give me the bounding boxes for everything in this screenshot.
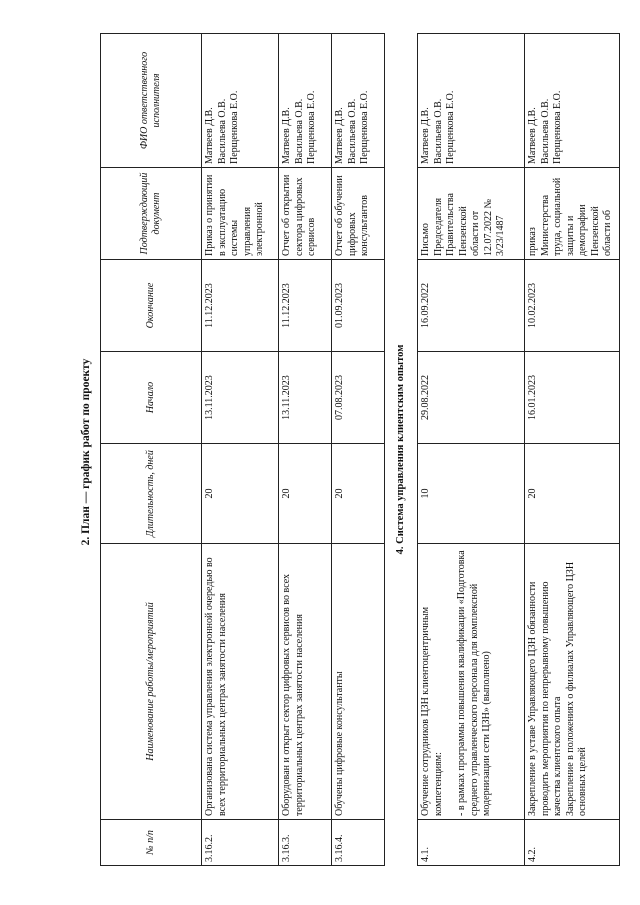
cell-document: Отчет об открытии сектора цифровых сервисов	[279, 168, 332, 260]
responsible-person: Васильева О.В.	[346, 98, 358, 164]
responsible-person: Перщенкова Е.О.	[229, 90, 240, 164]
table-header-row	[101, 34, 202, 866]
responsible-person: Васильева О.В.	[216, 98, 228, 164]
cell-start: 07.08.2023	[332, 352, 385, 444]
cell-duration: 20	[202, 444, 279, 544]
cell-document: Отчет об обучении цифровых консультантов	[332, 168, 385, 260]
column-header-name: Наименование работы/мероприятий	[101, 544, 202, 820]
responsible-person: Перщенкова Е.О.	[445, 90, 456, 164]
cell-duration: 20	[332, 444, 385, 544]
cell-responsible	[279, 34, 332, 168]
cell-start: 16.01.2023	[525, 352, 620, 444]
cell-responsible	[418, 34, 525, 168]
cell-responsible	[332, 34, 385, 168]
responsible-person: Матвеев Д.В.	[527, 107, 538, 164]
cell-number: 4.2.	[525, 820, 620, 866]
cell-name	[525, 544, 620, 820]
cell-name: Организована система управления электронной очередью во всех территориальных центрах занятости населения	[202, 544, 279, 820]
work-plan-table	[100, 33, 620, 866]
responsible-person: Матвеев Д.В.	[420, 107, 431, 164]
column-header-number: № п/п	[101, 820, 202, 866]
section-row	[385, 34, 418, 866]
cell-number: 4.1.	[418, 820, 525, 866]
cell-name: Оборудован и открыт сектор цифровых сервисов во всех территориальных центрах занятости населения	[279, 544, 332, 820]
cell-end: 11.12.2023	[279, 260, 332, 352]
cell-name: Обучены цифровые консультанты	[332, 544, 385, 820]
cell-responsible	[202, 34, 279, 168]
cell-end: 11.12.2023	[202, 260, 279, 352]
cell-start: 13.11.2023	[279, 352, 332, 444]
responsible-person: Перщенкова Е.О.	[359, 90, 370, 164]
responsible-person: Матвеев Д.В.	[204, 107, 215, 164]
column-header-start: Начало	[101, 352, 202, 444]
table-row	[202, 34, 279, 866]
responsible-person: Перщенкова Е.О.	[552, 90, 563, 164]
cell-name-line: Закрепление в положениях о филиалах Управляющего ЦЗН основных целей	[564, 561, 588, 816]
column-header-end: Окончание	[101, 260, 202, 352]
table-row	[279, 34, 332, 866]
cell-document: Письмо Председателя Правительства Пензенской области от 12.07.2022 № 3/23/1487	[418, 168, 525, 260]
cell-name-spacer	[445, 547, 456, 816]
responsible-person: Матвеев Д.В.	[281, 107, 292, 164]
page-title: 2. План — график работ по проекту	[80, 358, 92, 546]
column-header-duration: Длительность, дней	[101, 444, 202, 544]
cell-end: 01.09.2023	[332, 260, 385, 352]
responsible-person: Матвеев Д.В.	[334, 107, 345, 164]
cell-start: 29.08.2022	[418, 352, 525, 444]
cell-document: приказ Министерства труда, социальной защиты и демографии Пензенской области об	[525, 168, 620, 260]
cell-end: 16.09.2022	[418, 260, 525, 352]
responsible-person: Перщенкова Е.О.	[306, 90, 317, 164]
responsible-person: Васильева О.В.	[432, 98, 444, 164]
cell-responsible	[525, 34, 620, 168]
cell-number: 3.16.4.	[332, 820, 385, 866]
cell-number: 3.16.3.	[279, 820, 332, 866]
responsible-person: Васильева О.В.	[539, 98, 551, 164]
column-header-document: Подтверждающий документ	[101, 168, 202, 260]
cell-duration: 10	[418, 444, 525, 544]
table-row	[418, 34, 525, 866]
cell-duration: 20	[279, 444, 332, 544]
responsible-person: Васильева О.В.	[293, 98, 305, 164]
cell-name	[418, 544, 525, 820]
table-row	[525, 34, 620, 866]
cell-name-line: - в рамках программы повышения квалификации «Подготовка среднего управленческого персонала для комплексной модернизации сети ЦЗН» (выполнено)	[456, 550, 492, 816]
rotated-page	[100, 34, 636, 866]
table-row	[332, 34, 385, 866]
cell-name-line: Обучение сотрудников ЦЗН клиентоцентричным компетенциям:	[420, 606, 444, 816]
cell-start: 13.11.2023	[202, 352, 279, 444]
cell-number: 3.16.2.	[202, 820, 279, 866]
cell-document: Приказ о принятии в эксплуатацию системы управления электронной	[202, 168, 279, 260]
cell-duration: 20	[525, 444, 620, 544]
cell-end: 10.02.2023	[525, 260, 620, 352]
column-header-responsible: ФИО ответственного исполнителя	[101, 34, 202, 168]
cell-name-line: Закрепление в уставе Управляющего ЦЗН обязанности проводить мероприятия по непрерывному повышению качества клиентского опыта	[527, 581, 563, 816]
section-heading: 4. Система управления клиентским опытом	[385, 34, 418, 866]
